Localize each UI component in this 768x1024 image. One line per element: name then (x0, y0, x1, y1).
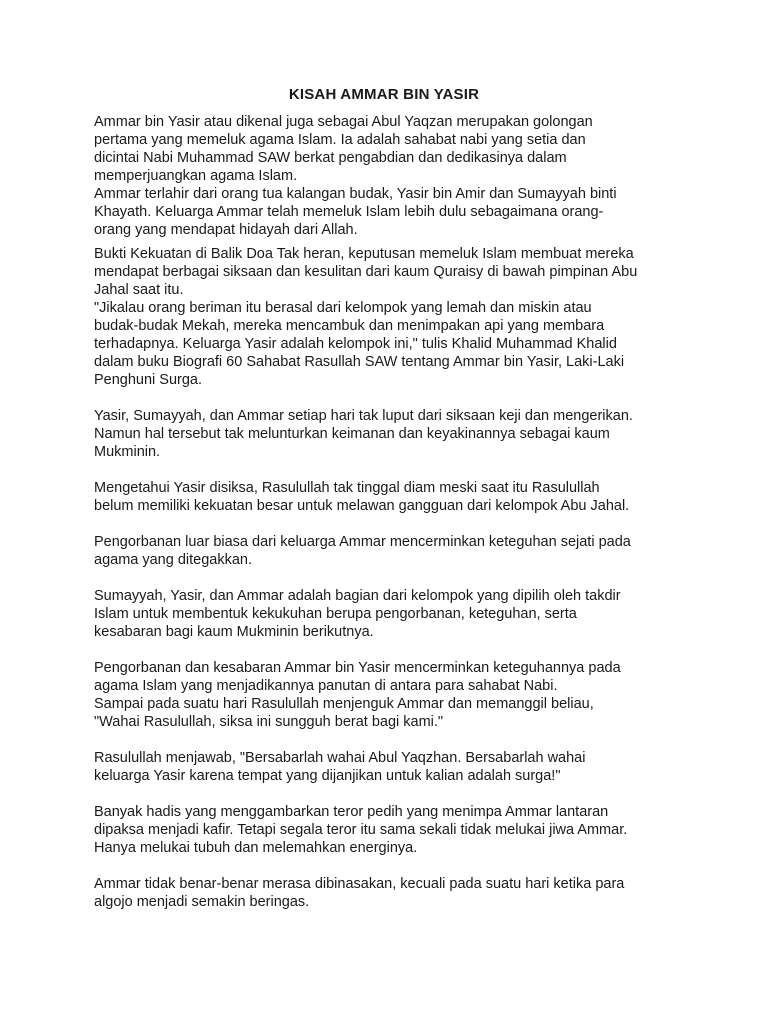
paragraph: Ammar bin Yasir atau dikenal juga sebagai Abul Yaqzan merupakan golongan pertama yang memeluk agama Islam. Ia adalah sahabat nabi yang setia dan dicintai Nabi Muhammad SAW berkat pengabdian dan dedikasinya dalam memperjuangkan agama Islam. (94, 114, 593, 184)
paragraph: Bukti Kekuatan di Balik Doa Tak heran, keputusan memeluk Islam membuat mereka mendapat berbagai siksaan dan kesulitan dari kaum Quraisy di bawah pimpinan Abu Jahal saat itu. (94, 246, 638, 298)
paragraph: Banyak hadis yang menggambarkan teror pedih yang menimpa Ammar lantaran dipaksa menjadi kafir. Tetapi segala teror itu sama sekali tidak melukai jiwa Ammar. Hanya melukai tubuh dan melemahkan energinya. (94, 804, 628, 856)
paragraph-spacer (94, 515, 684, 533)
paragraph: Rasulullah menjawab, "Bersabarlah wahai Abul Yaqzhan. Bersabarlah wahai keluarga Yasir karena tempat yang dijanjikan untuk kalian adalah surga!" (94, 750, 586, 784)
paragraph: Pengorbanan luar biasa dari keluarga Ammar mencerminkan keteguhan sejati pada agama yang ditegakkan. (94, 534, 631, 568)
paragraph: Yasir, Sumayyah, dan Ammar setiap hari tak luput dari siksaan keji dan mengerikan. Namun hal tersebut tak melunturkan keimanan dan keyakinannya sebagai kaum Mukminin. (94, 408, 633, 460)
paragraph: Ammar tidak benar-benar merasa dibinasakan, kecuali pada suatu hari ketika para algojo menjadi semakin beringas. (94, 876, 625, 910)
paragraph-spacer (94, 731, 684, 749)
paragraph: Sampai pada suatu hari Rasulullah menjenguk Ammar dan memanggil beliau, "Wahai Rasulullah, siksa ini sungguh berat bagi kami." (94, 696, 594, 730)
paragraph: Ammar terlahir dari orang tua kalangan budak, Yasir bin Amir dan Sumayyah binti Khayath. Keluarga Ammar telah memeluk Islam lebih dulu sebagaimana orang- orang yang mendapat hidayah dari Allah. (94, 186, 617, 238)
paragraph-spacer (94, 641, 684, 659)
paragraph-spacer (94, 461, 684, 479)
paragraph-spacer (94, 857, 684, 875)
paragraph-spacer (94, 389, 684, 407)
paragraph: Pengorbanan dan kesabaran Ammar bin Yasir mencerminkan keteguhannya pada agama Islam yang menjadikannya panutan di antara para sahabat Nabi. (94, 660, 621, 694)
paragraph-spacer (94, 569, 684, 587)
document-title: KISAH AMMAR BIN YASIR (288, 86, 480, 103)
paragraph: Mengetahui Yasir disiksa, Rasulullah tak tinggal diam meski saat itu Rasulullah belum memiliki kekuatan besar untuk melawan gangguan dari kelompok Abu Jahal. (94, 480, 630, 514)
paragraph: "Jikalau orang beriman itu berasal dari kelompok yang lemah dan miskin atau budak-budak Mekah, mereka mencambuk dan menimpakan api yang membara terhadapnya. Keluarga Yasir adalah kelompok ini," tulis Khalid Muhammad Khalid dalam buku Biografi 60 Sahabat Rasullah SAW tentang Ammar bin Yasir, Laki-Laki Penghuni Surga. (94, 300, 625, 388)
document-body (94, 113, 684, 911)
paragraph: Sumayyah, Yasir, dan Ammar adalah bagian dari kelompok yang dipilih oleh takdir Islam untuk membentuk kekukuhan berupa pengorbanan, keteguhan, serta kesabaran bagi kaum Mukminin berikutnya. (94, 588, 621, 640)
paragraph-spacer (94, 785, 684, 803)
